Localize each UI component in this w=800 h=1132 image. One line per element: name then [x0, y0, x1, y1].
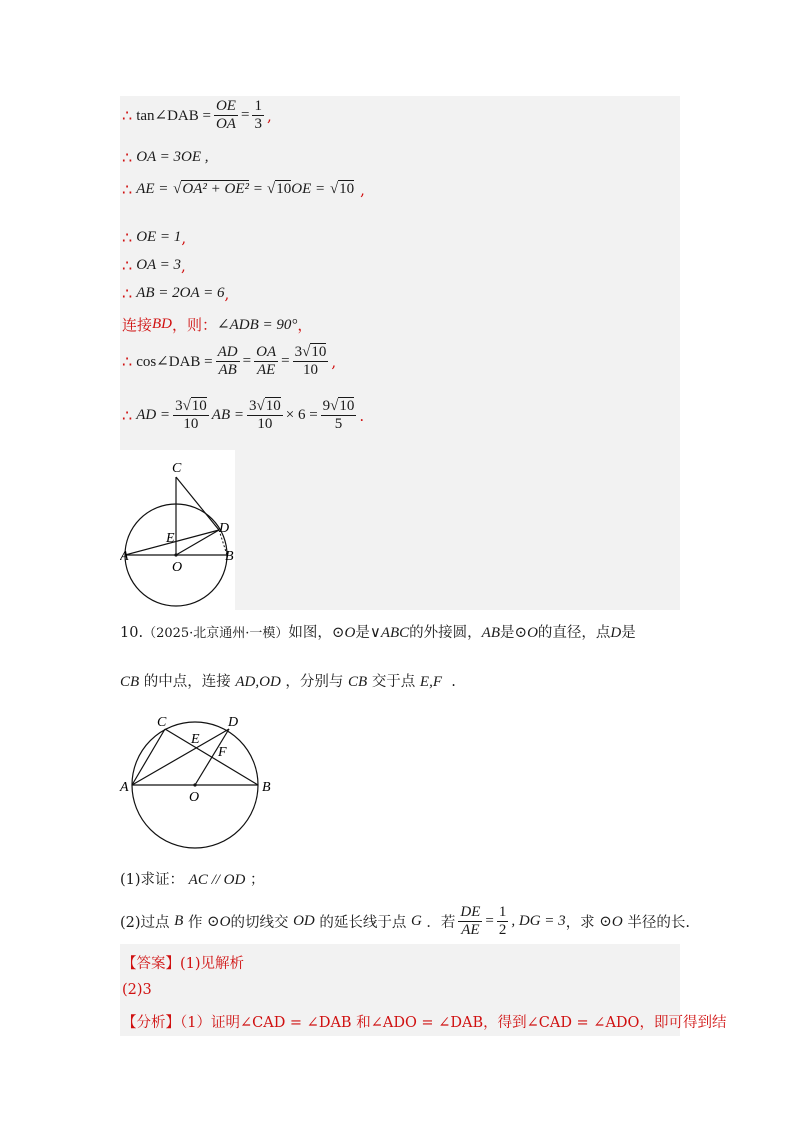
analysis-line: 【分析】（1）证明∠CAD = ∠DAB 和∠ADO = ∠DAB，得到∠CAD = ∠ADO，即可得到结 — [122, 1015, 727, 1031]
question-10-line-2: CB 的中点，连接 AD,OD ，分别与 CB 交于点 E,F . — [120, 674, 456, 690]
label-o: O — [189, 790, 200, 805]
label-e: E — [166, 531, 175, 546]
solution-line-7: 连接 BD ，则： ∠ADB = 90° ， — [122, 316, 313, 334]
solution-line-6: ∴ AB = 2OA = 6 , — [122, 284, 230, 303]
geometry-figure-1 — [120, 450, 235, 610]
geometry-figure-2 — [118, 712, 278, 862]
solution-line-8: ∴ cos∠DAB = $\frac{AD}{AB}$ = $\frac{OA}{AE}$ = $\frac{3√10}{10}$ , — [122, 344, 337, 378]
answer-line-1: 【答案】(1)见解析 — [122, 956, 245, 972]
label-c: C — [172, 461, 182, 476]
label-a: A — [120, 780, 129, 795]
solution-line-5: ∴ OA = 3 , — [122, 256, 186, 275]
label-o: O — [172, 560, 183, 575]
question-10-line-1: 10.（2025·北京通州·一模）如图，⊙O是∨ABC的外接圆，AB是⊙O的直径，点D是 — [120, 625, 636, 641]
label-b: B — [262, 780, 271, 795]
therefore-symbol: ∴ — [122, 106, 133, 125]
question-part-2: (2)过点 B 作 ⊙O 的切线交 OD 的延长线于点 G ．若 $\frac{DE}{AE}$ = $\frac{1}{2}$ , DG = 3 ，求 ⊙O 半径的长. — [120, 904, 690, 938]
solution-line-4: ∴ OE = 1 , — [122, 228, 187, 247]
label-c: C — [157, 715, 167, 730]
label-b: B — [225, 549, 234, 564]
solution-line-2: ∴ OA = 3OE , — [122, 148, 209, 167]
label-f: F — [218, 745, 227, 760]
label-d: D — [228, 715, 239, 730]
solution-line-3: ∴ AE = √OA² + OE² = √10 OE = √10 , — [122, 180, 365, 199]
question-part-1: (1)求证： AC // OD ； — [120, 872, 265, 888]
label-a: A — [120, 549, 129, 564]
label-e: E — [191, 732, 200, 747]
fraction: $\frac{OE}{OA}$ — [215, 98, 236, 132]
solution-line-1: ∴ tan∠DAB = $\frac{OE}{OA}$ = $\frac{1}{3}$ , — [122, 98, 272, 132]
solution-line-9: ∴ AD = $\frac{3√10}{10}$ AB = $\frac{3√10}{10}$ × 6 = $\frac{9√10}{5}$ . — [122, 398, 365, 432]
segment-ad — [132, 729, 229, 785]
label-d: D — [219, 521, 230, 536]
answer-line-2: (2)3 — [122, 982, 152, 998]
segment-ac — [132, 729, 165, 785]
